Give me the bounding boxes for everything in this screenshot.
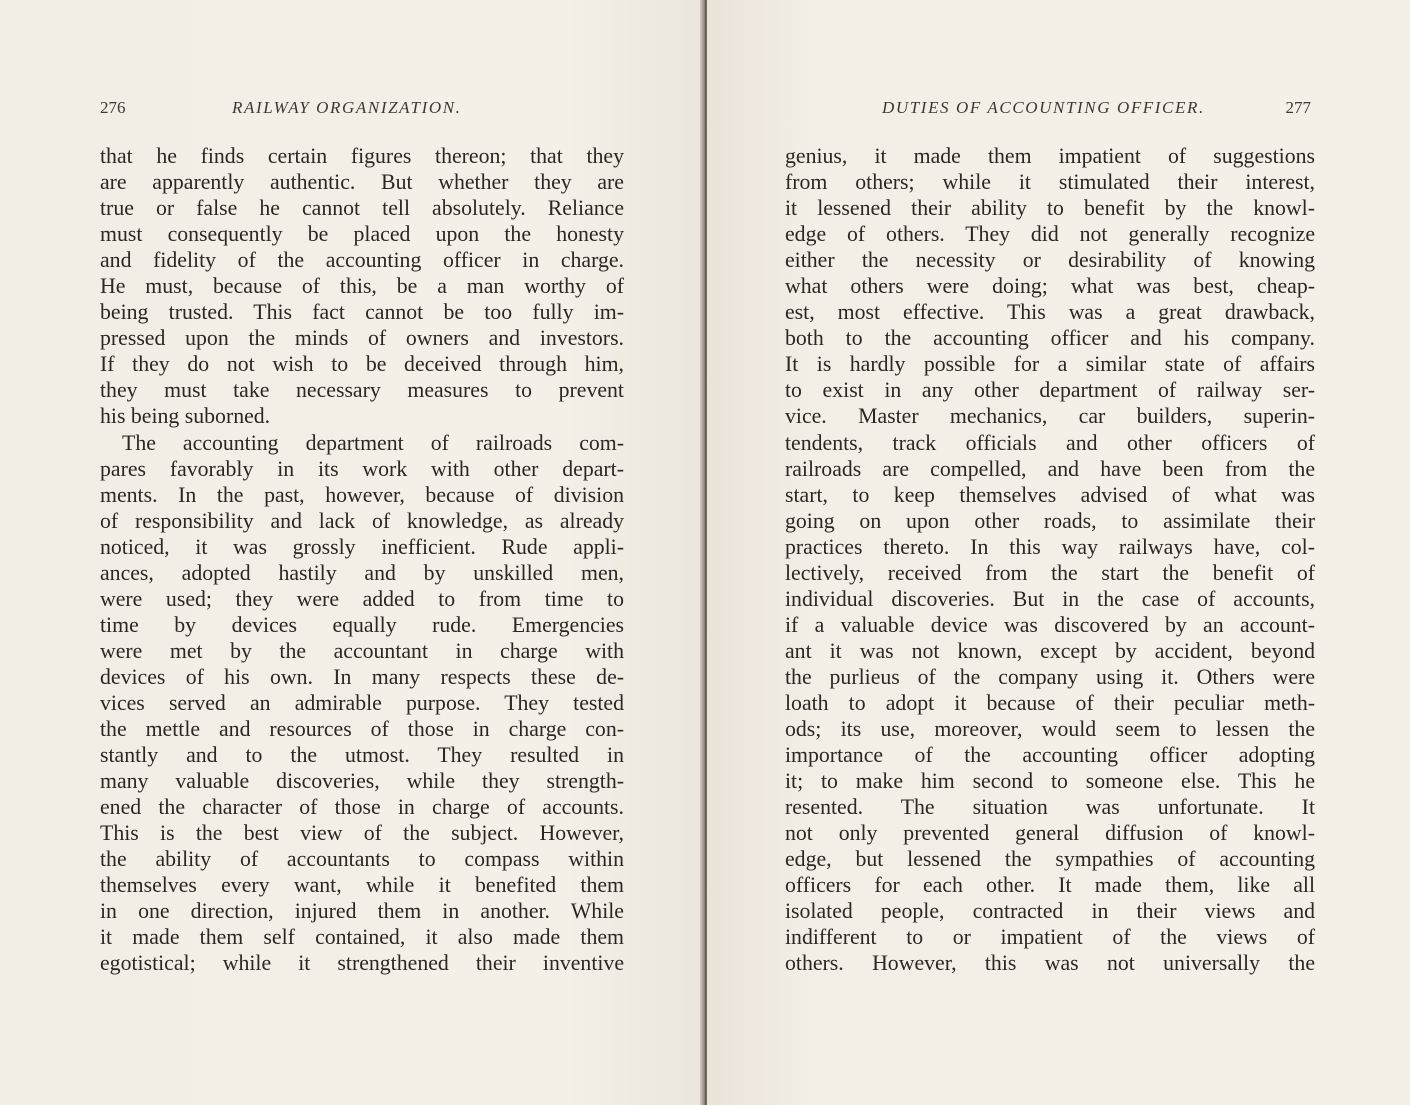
page-number: 276 [100,98,126,117]
text-line: start, to keep themselves advised of what was [785,482,1315,507]
right-page [707,0,1410,1105]
left-page-header [100,98,625,122]
text-line: indifferent to or impatient of the views of [785,925,1315,950]
text-line: genius, it made them impatient of suggestions [785,144,1315,168]
text-line: of responsibility and lack of knowledge, as already [100,508,624,533]
text-line: railroads are compelled, and have been from the [785,456,1315,481]
running-head: DUTIES OF ACCOUNTING OFFICER. [882,98,1205,117]
text-line: edge, but lessened the sympathies of accounting [785,847,1315,872]
text-line: officers for each other. It made them, like all [785,873,1315,898]
text-line: were used; they were added to from time to [100,586,624,611]
text-line: it lessened their ability to benefit by the knowl- [785,196,1315,221]
text-line: isolated people, contracted in their views and [785,899,1315,924]
text-line: what others were doing; what was best, cheap- [785,274,1315,299]
text-line: either the necessity or desirability of knowing [785,248,1315,273]
text-line: ances, adopted hastily and by unskilled men, [100,560,624,585]
text-line: ments. In the past, however, because of division [100,482,624,507]
text-line: in one direction, injured them in another. While [100,899,624,924]
text-line: themselves every want, while it benefited them [100,873,624,898]
text-line: edge of others. They did not generally recognize [785,222,1315,247]
text-line: are apparently authentic. But whether they are [100,170,624,195]
text-line: resented. The situation was unfortunate. It [785,795,1315,820]
text-line: It is hardly possible for a similar state of affairs [785,352,1315,377]
left-page-body [100,143,624,977]
text-line: others. However, this was not universally the [785,951,1315,976]
text-line: pressed upon the minds of owners and investors. [100,326,624,351]
text-line: it; to make him second to someone else. This he [785,769,1315,794]
text-line: ened the character of those in charge of accounts. [100,795,624,820]
text-line: being trusted. This fact cannot be too fully im- [100,300,624,325]
text-line: the purlieus of the company using it. Others were [785,664,1315,689]
text-line: egotistical; while it strengthened their inventive [100,951,624,976]
text-line: importance of the accounting officer adopting [785,743,1315,768]
text-line: true or false he cannot tell absolutely. Reliance [100,196,624,221]
right-page-header [785,98,1311,122]
text-line: The accounting department of railroads com- [122,430,624,455]
text-line: they must take necessary measures to prevent [100,378,624,403]
text-line: it made them self contained, it also made them [100,925,624,950]
text-line: if a valuable device was discovered by an account- [785,612,1315,637]
text-line: lectively, received from the start the benefit of [785,560,1315,585]
text-line: the ability of accountants to compass within [100,847,624,872]
text-line: must consequently be placed upon the honesty [100,222,624,247]
text-line: devices of his own. In many respects these de- [100,664,624,689]
text-line: both to the accounting officer and his company. [785,326,1315,351]
text-line: practices thereto. In this way railways have, col- [785,534,1315,559]
text-line: vice. Master mechanics, car builders, superin- [785,404,1315,429]
text-line: This is the best view of the subject. However, [100,821,624,846]
text-line: tendents, track officials and other officers of [785,430,1315,455]
left-page [0,0,703,1105]
text-line: individual discoveries. But in the case of accounts, [785,586,1315,611]
text-line: vices served an admirable purpose. They tested [100,690,624,715]
text-line: stantly and to the utmost. They resulted in [100,743,624,768]
text-line: loath to adopt it because of their peculiar meth- [785,690,1315,715]
text-line: pares favorably in its work with other depart- [100,456,624,481]
text-line: time by devices equally rude. Emergencies [100,612,624,637]
text-line: ant it was not known, except by accident, beyond [785,638,1315,663]
text-line: ods; its use, moreover, would seem to lessen the [785,717,1315,742]
text-line: many valuable discoveries, while they strength- [100,769,624,794]
page-number: 277 [1285,98,1311,117]
text-line: to exist in any other department of railway ser- [785,378,1315,403]
text-line: not only prevented general diffusion of knowl- [785,821,1315,846]
text-line: If they do not wish to be deceived through him, [100,352,624,377]
text-line: est, most effective. This was a great drawback, [785,300,1315,325]
text-line: the mettle and resources of those in charge con- [100,717,624,742]
text-line: his being suborned. [100,404,271,429]
text-line: from others; while it stimulated their interest, [785,170,1315,195]
running-head: RAILWAY ORGANIZATION. [232,98,462,117]
text-line: noticed, it was grossly inefficient. Rude appli- [100,534,624,559]
text-line: were met by the accountant in charge with [100,638,624,663]
right-page-body [785,143,1315,977]
text-line: He must, because of this, be a man worthy of [100,274,624,299]
text-line: going on upon other roads, to assimilate their [785,508,1315,533]
text-line: and fidelity of the accounting officer in charge. [100,248,624,273]
text-line: that he finds certain figures thereon; that they [100,144,624,168]
